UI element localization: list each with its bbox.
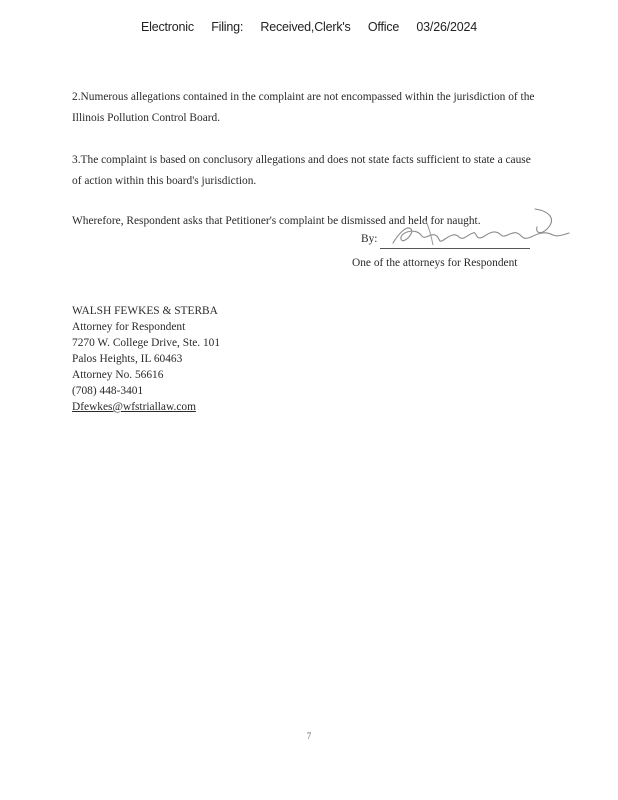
wherefore-paragraph: Wherefore, Respondent asks that Petitioner's complaint be dismissed and held for naught. [72,215,481,227]
firm-block [72,303,220,415]
firm-phone: (708) 448-3401 [72,385,144,397]
handwritten-signature [385,205,575,253]
header-office: Office [367,20,400,34]
header-electronic: Electronic [141,20,194,34]
paragraph-2: 2.Numerous allegations contained in the complaint are not encompassed within the jurisdiction of the Illinois Pollution Control Board. [72,91,535,124]
header-received-clerks: Received,Clerk's [260,20,351,34]
page-number: 7 [306,731,312,741]
attorney-caption: One of the attorneys for Respondent [352,257,518,269]
attorney-number: Attorney No. 56616 [72,369,164,381]
paragraph-3: 3.The complaint is based on conclusory allegations and does not state facts sufficient to state a cause of action within this board's jurisdiction. [72,154,531,187]
firm-name: WALSH FEWKES & STERBA [72,305,218,317]
header-filing: Filing: [211,20,244,34]
firm-address-line2: Palos Heights, IL 60463 [72,353,183,365]
by-label: By: [361,233,378,245]
firm-email-link[interactable]: Dfewkes@wfstriallaw.com [72,401,196,413]
firm-role: Attorney for Respondent [72,321,186,333]
firm-address-line1: 7270 W. College Drive, Ste. 101 [72,337,221,349]
header-date: 03/26/2024 [416,20,477,34]
efiling-header [0,20,618,34]
